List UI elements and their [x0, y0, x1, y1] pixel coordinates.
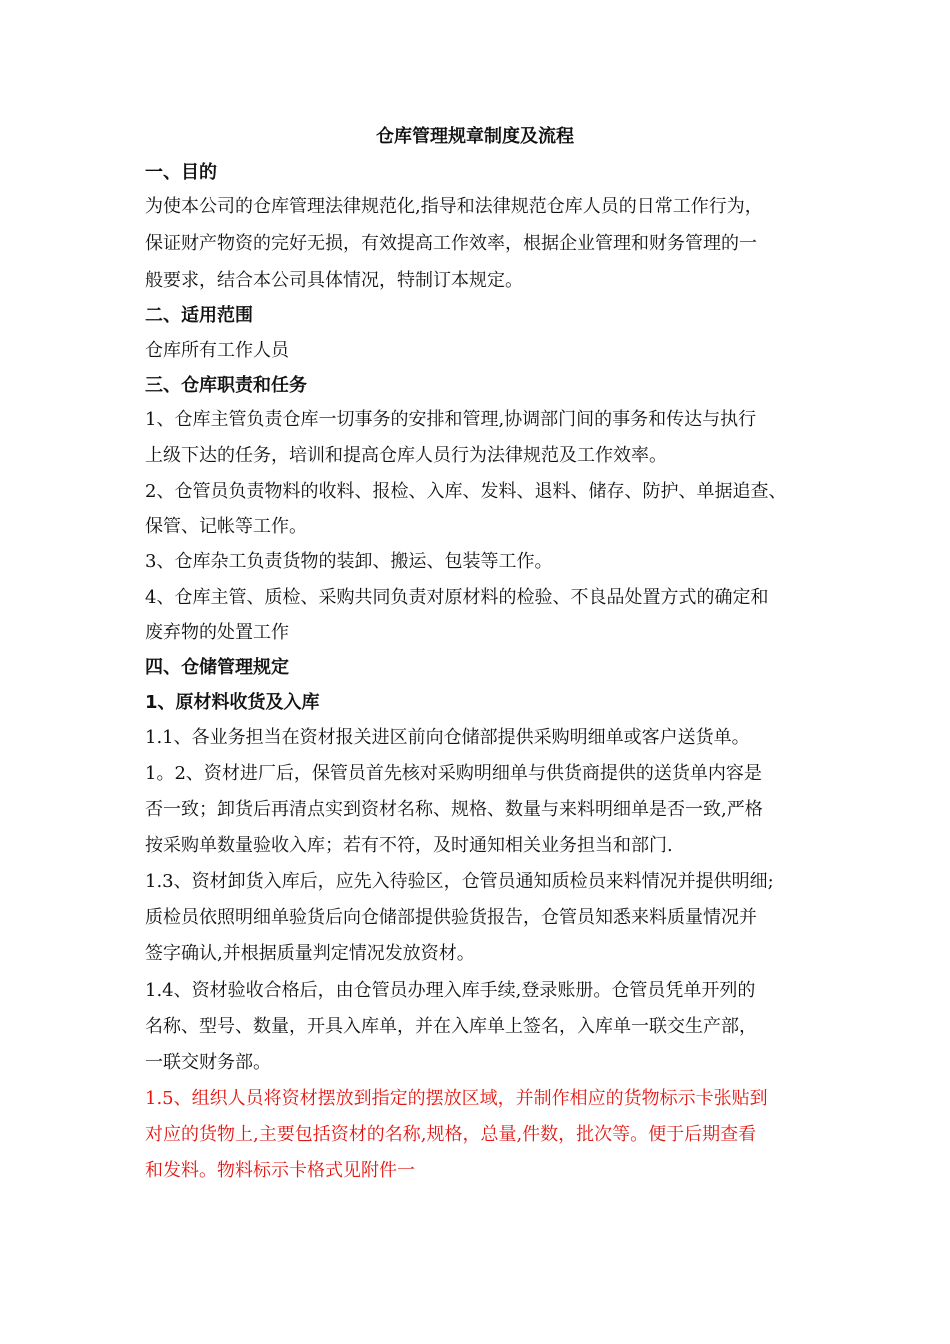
- paragraph-line: 保证财产物资的完好无损，有效提高工作效率，根据企业管理和财务管理的一: [145, 233, 757, 254]
- paragraph-line: 4、仓库主管、质检、采购共同负责对原材料的检验、不良品处置方式的确定和: [145, 587, 769, 608]
- paragraph-line: 1、仓库主管负责仓库一切事务的安排和管理,协调部门间的事务和传达与执行: [145, 409, 757, 430]
- subsection-heading-receiving: 1、原材料收货及入库: [145, 692, 320, 713]
- paragraph-line: 般要求，结合本公司具体情况，特制订本规定。: [145, 270, 523, 291]
- highlighted-paragraph-line: 对应的货物上,主要包括资材的名称,规格，总量,件数，批次等。便于后期查看: [145, 1124, 757, 1145]
- section-heading-duties: 三、仓库职责和任务: [145, 375, 307, 396]
- paragraph-line: 按采购单数量验收入库；若有不符，及时通知相关业务担当和部门.: [145, 835, 673, 856]
- section-heading-scope: 二、适用范围: [145, 305, 253, 326]
- paragraph-line: 保管、记帐等工作。: [145, 516, 307, 537]
- paragraph-line: 1.1、各业务担当在资材报关进区前向仓储部提供采购明细单或客户送货单。: [145, 727, 750, 748]
- paragraph-line: 废弃物的处置工作: [145, 622, 289, 643]
- paragraph-line: 仓库所有工作人员: [145, 340, 289, 361]
- section-heading-storage-rules: 四、仓储管理规定: [145, 657, 289, 678]
- section-heading-purpose: 一、目的: [145, 162, 217, 183]
- paragraph-line: 上级下达的任务，培训和提高仓库人员行为法律规范及工作效率。: [145, 445, 667, 466]
- paragraph-line: 名称、型号、数量，开具入库单，并在入库单上签名，入库单一联交生产部，: [145, 1016, 757, 1037]
- highlighted-paragraph-line: 和发料。物料标示卡格式见附件一: [145, 1160, 415, 1181]
- highlighted-paragraph-line: 1.5、组织人员将资材摆放到指定的摆放区域，并制作相应的货物标示卡张贴到: [145, 1088, 768, 1109]
- paragraph-line: 否一致；卸货后再清点实到资材名称、规格、数量与来料明细单是否一致,严格: [145, 799, 763, 820]
- paragraph-line: 2、仓管员负责物料的收料、报检、入库、发料、退料、储存、防护、单据追查、: [145, 481, 787, 502]
- paragraph-line: 为使本公司的仓库管理法律规范化,指导和法律规范仓库人员的日常工作行为，: [145, 196, 763, 217]
- paragraph-line: 1。2、资材进厂后，保管员首先核对采购明细单与供货商提供的送货单内容是: [145, 763, 762, 784]
- paragraph-line: 1.4、资材验收合格后，由仓管员办理入库手续,登录账册。仓管员凭单开列的: [145, 980, 756, 1001]
- paragraph-line: 一联交财务部。: [145, 1052, 271, 1073]
- paragraph-line: 签字确认,并根据质量判定情况发放资材。: [145, 943, 475, 964]
- paragraph-line: 质检员依照明细单验货后向仓储部提供验货报告，仓管员知悉来料质量情况并: [145, 907, 757, 928]
- document-title: 仓库管理规章制度及流程: [376, 126, 574, 147]
- paragraph-line: 1.3、资材卸货入库后，应先入待验区，仓管员通知质检员来料情况并提供明细;: [145, 871, 774, 892]
- paragraph-line: 3、仓库杂工负责货物的装卸、搬运、包装等工作。: [145, 551, 553, 572]
